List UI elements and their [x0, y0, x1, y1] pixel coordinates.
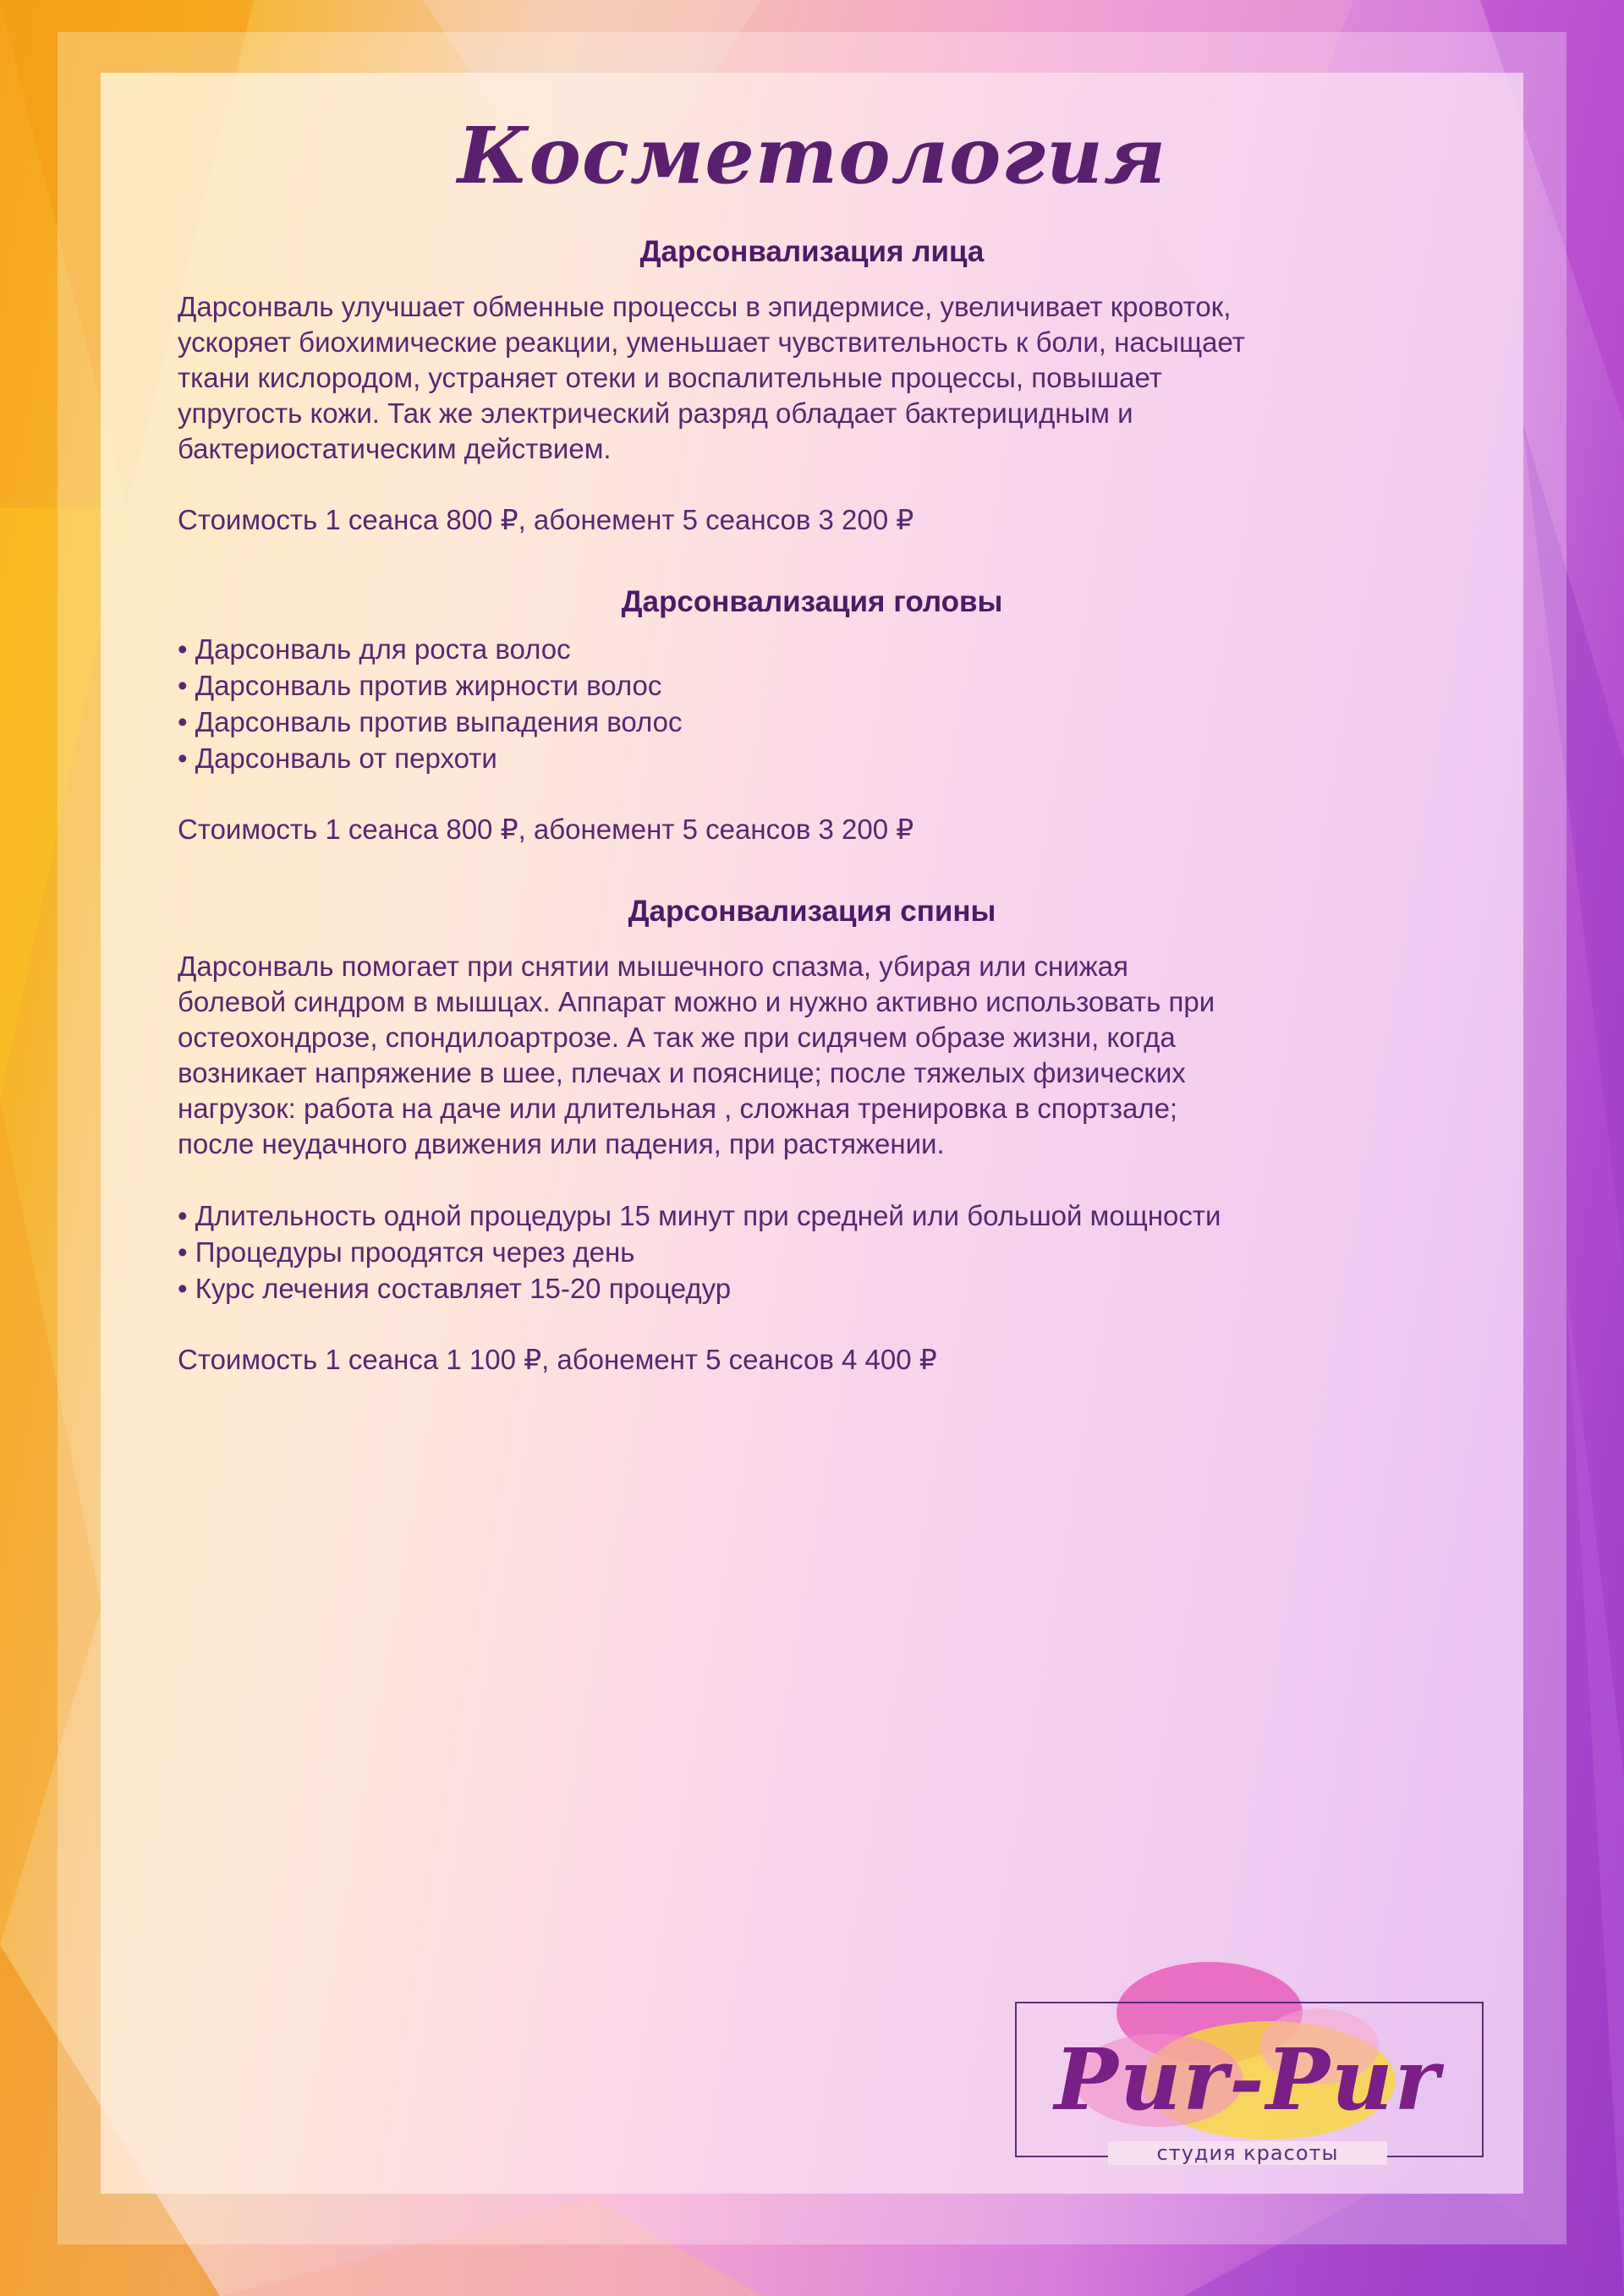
text-line: Дарсонваль помогает при снятии мышечного спазма, убирая или снижая	[178, 951, 1128, 982]
text-line: упругость кожи. Так же электрический разряд обладает бактерицидным и	[178, 397, 1133, 429]
section-description	[178, 289, 1446, 467]
list-item: • Дарсонваль против выпадения волос	[178, 704, 1446, 740]
text-line: возникает напряжение в шее, плечах и пояснице; после тяжелых физических	[178, 1057, 1186, 1088]
text-line: болевой синдром в мышцах. Аппарат можно и нужно активно использовать при	[178, 986, 1215, 1017]
list-item: • Дарсонваль от перхоти	[178, 740, 1446, 776]
list-item: • Дарсонваль против жирности волос	[178, 667, 1446, 704]
section-description	[178, 949, 1446, 1162]
price-line: Стоимость 1 сеанса 1 100 ₽, абонемент 5 сеансов 4 400 ₽	[178, 1344, 937, 1375]
studio-logo	[1015, 1954, 1489, 2182]
bullet-list	[178, 1197, 1446, 1307]
text-line: бактериостатическим действием.	[178, 433, 612, 464]
section-face	[178, 235, 1446, 538]
price-line: Стоимость 1 сеанса 800 ₽, абонемент 5 сеансов 3 200 ₽	[178, 504, 914, 535]
text-line: нагрузок: работа на даче или длительная , сложная тренировка в спортзале;	[178, 1093, 1178, 1124]
section-title: Дарсонвализация лица	[639, 235, 985, 268]
section-title: Дарсонвализация спины	[628, 895, 996, 928]
text-line: после неудачного движения или падения, при растяжении.	[178, 1128, 945, 1159]
section-title: Дарсонвализация головы	[621, 585, 1003, 618]
list-item: • Дарсонваль для роста волос	[178, 631, 1446, 667]
section-head	[178, 585, 1446, 847]
logo-name: Pur-Pur	[1054, 2030, 1441, 2129]
bullet-list	[178, 631, 1446, 776]
list-item: • Курс лечения составляет 15-20 процедур	[178, 1270, 1446, 1307]
list-item: • Длительность одной процедуры 15 минут при средней или большой мощности	[178, 1197, 1446, 1234]
section-back	[178, 895, 1446, 1378]
text-line: ускоряет биохимические реакции, уменьшает чувствительность к боли, насыщает	[178, 326, 1245, 358]
text-line: остеохондрозе, спондилоартрозе. А так же при сидячем образе жизни, когда	[178, 1022, 1176, 1053]
text-line: ткани кислородом, устраняет отеки и воспалительные процессы, повышает	[178, 362, 1162, 393]
logo-subtitle: студия красоты	[1108, 2141, 1387, 2165]
list-item: • Процедуры проодятся через день	[178, 1234, 1446, 1270]
document-body	[178, 101, 1446, 1425]
price-line: Стоимость 1 сеанса 800 ₽, абонемент 5 сеансов 3 200 ₽	[178, 814, 914, 845]
text-line: Дарсонваль улучшает обменные процессы в эпидермисе, увеличивает кровоток,	[178, 291, 1232, 322]
page-title: Косметология	[457, 110, 1167, 201]
